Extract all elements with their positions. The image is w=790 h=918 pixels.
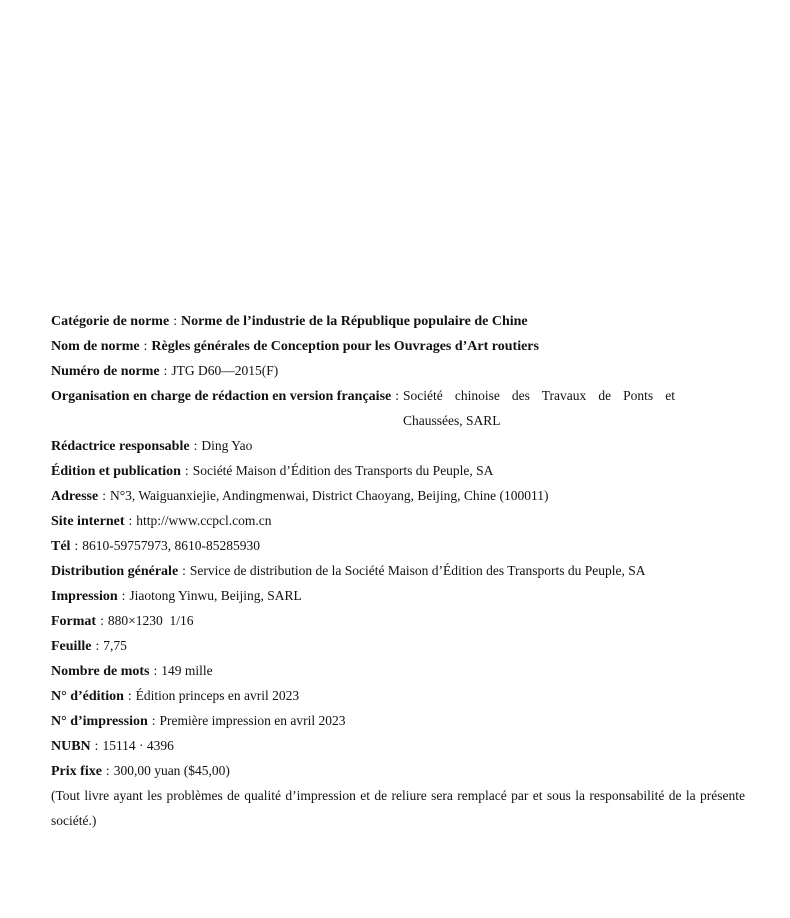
impression-value: Jiaotong Yinwu, Beijing, SARL — [129, 588, 302, 603]
nubn-label: NUBN — [51, 739, 91, 754]
row-distribution — [51, 558, 745, 583]
format-label: Format — [51, 614, 97, 629]
organisation-label: Organisation en charge de rédaction en version française — [51, 389, 392, 404]
row-tel — [51, 533, 745, 558]
row-nubn — [51, 733, 745, 758]
row-prix — [51, 758, 745, 783]
no-impression-value: Première impression en avril 2023 — [159, 713, 346, 728]
edition-value: Société Maison d’Édition des Transports du Peuple, SA — [192, 463, 494, 478]
row-categorie — [51, 308, 745, 333]
site-label: Site internet — [51, 514, 125, 529]
distribution-value: Service de distribution de la Société Maison d’Édition des Transports du Peuple, SA — [189, 563, 646, 578]
no-edition-sep: : — [127, 688, 132, 703]
nubn-value: 15114 · 4396 — [102, 738, 174, 753]
row-numero — [51, 358, 745, 383]
prix-label: Prix fixe — [51, 764, 102, 779]
adresse-value: N°3, Waiguanxiejie, Andingmenwai, District Chaoyang, Beijing, Chine (100011) — [109, 488, 549, 503]
prix-sep: : — [105, 763, 110, 778]
mots-label: Nombre de mots — [51, 664, 150, 679]
distribution-sep: : — [182, 563, 186, 578]
distribution-label: Distribution générale — [51, 564, 179, 579]
redactrice-value: Ding Yao — [201, 438, 253, 453]
edition-sep: : — [184, 463, 189, 478]
row-site — [51, 508, 745, 533]
categorie-sep: : — [173, 313, 177, 328]
numero-value: JTG D60—2015(F) — [171, 363, 279, 378]
numero-sep: : — [163, 363, 168, 378]
impression-label: Impression — [51, 589, 118, 604]
row-redactrice — [51, 433, 745, 458]
feuille-value: 7,75 — [103, 638, 127, 653]
redactrice-label: Rédactrice responsable — [51, 439, 190, 454]
categorie-value: Norme de l’industrie de la République populaire de Chine — [180, 314, 528, 329]
tel-label: Tél — [51, 539, 71, 554]
format-sep: : — [100, 613, 104, 628]
nom-sep: : — [143, 338, 148, 353]
organisation-sep: : — [395, 388, 400, 403]
nom-label: Nom de norme — [51, 339, 140, 354]
tel-sep: : — [74, 538, 79, 553]
colophon-block — [51, 308, 745, 833]
row-edition — [51, 458, 745, 483]
redactrice-sep: : — [193, 438, 198, 453]
row-adresse — [51, 483, 745, 508]
nom-value: Règles générales de Conception pour les Ouvrages d’Art routiers — [151, 339, 539, 354]
row-organisation — [51, 383, 745, 433]
no-impression-label: N° d’impression — [51, 714, 148, 729]
organisation-value: Société chinoise des Travaux de Ponts et Chaussées, SARL — [403, 388, 676, 428]
impression-sep: : — [121, 588, 126, 603]
row-impression — [51, 583, 745, 608]
format-value: 880×1230 1/16 — [107, 613, 194, 628]
nubn-sep: : — [94, 738, 99, 753]
site-value: http://www.ccpcl.com.cn — [136, 513, 272, 528]
no-impression-sep: : — [151, 713, 156, 728]
adresse-sep: : — [102, 488, 106, 503]
site-sep: : — [128, 513, 133, 528]
mots-value: 149 mille — [161, 663, 213, 678]
quality-notice: (Tout livre ayant les problèmes de qualité d’impression et de reliure sera remplacé par et sous la responsabilité de la présente société.) — [51, 788, 745, 828]
no-edition-label: N° d’édition — [51, 689, 124, 704]
feuille-label: Feuille — [51, 639, 92, 654]
row-feuille — [51, 633, 745, 658]
feuille-sep: : — [95, 638, 100, 653]
row-format — [51, 608, 745, 633]
no-edition-value: Édition princeps en avril 2023 — [135, 688, 300, 703]
row-nom — [51, 333, 745, 358]
row-mots — [51, 658, 745, 683]
row-no-impression — [51, 708, 745, 733]
mots-sep: : — [153, 663, 158, 678]
tel-value: 8610-59757973, 8610-85285930 — [82, 538, 260, 553]
edition-label: Édition et publication — [51, 464, 181, 479]
adresse-label: Adresse — [51, 489, 99, 504]
row-no-edition — [51, 683, 745, 708]
prix-value: 300,00 yuan ($45,00) — [113, 763, 230, 778]
categorie-label: Catégorie de norme — [51, 314, 170, 329]
numero-label: Numéro de norme — [51, 364, 160, 379]
